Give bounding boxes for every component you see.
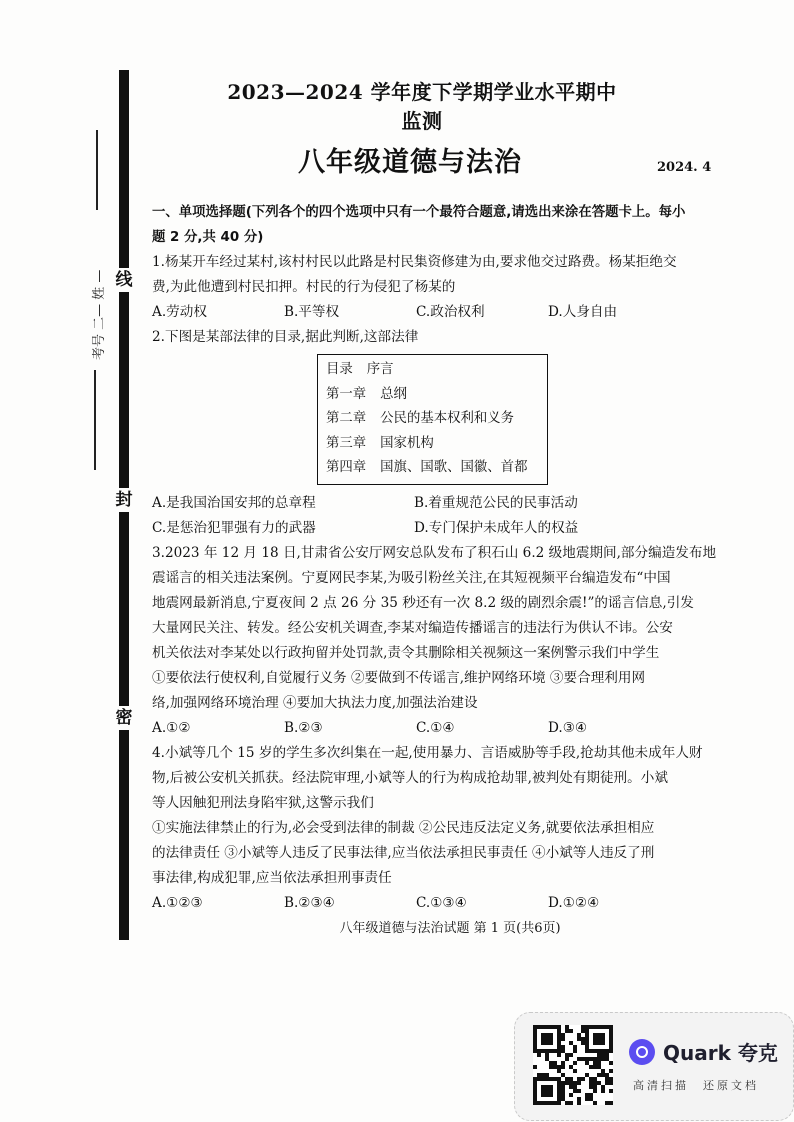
page-footer: 八年级道德与法治试题 第 1 页(共6页) (339, 921, 561, 936)
question-text: 3.2023 年 12 月 18 日,甘肃省公安厅网安总队发布了积石山 6.2 级地震期间,部分编造发布地 (152, 544, 717, 561)
option-c: C.政治权利 (416, 304, 485, 320)
seal-char-line: 线 (112, 268, 136, 292)
question-text: 4.小斌等几个 15 岁的学生多次纠集在一起,使用暴力、言语威胁等手段,抢劫其他未成年人财 (152, 744, 703, 761)
question-text: 等人因触犯刑法身陷牢狱,这警示我们 (152, 794, 374, 811)
seal-char-seal: 封 (112, 488, 136, 512)
question-text: 震谣言的相关违法案例。宁夏网民李某,为吸引粉丝关注,在其短视频平台编造发布“中国 (152, 569, 671, 586)
option-a: A.①②③ (152, 894, 203, 911)
options (152, 516, 724, 541)
option-b: B.着重规范公民的民事活动 (414, 494, 578, 511)
section-heading: 一、单项选择题(下列各个的四个选项中只有一个最符合题意,请选出来涂在答题卡上。每小 (152, 205, 686, 220)
option-c: C.是惩治犯罪强有力的武器 (152, 519, 316, 536)
question-content (152, 200, 724, 916)
law-table-of-contents (317, 354, 548, 485)
quark-brand: Quark 夸克 (663, 1041, 778, 1065)
question-2 (152, 325, 724, 541)
option-c: C.①④ (416, 719, 455, 736)
seal-char-secret: 密 (112, 706, 136, 730)
question-text: 大量网民关注、转发。经公安机关调查,李某对编造传播谣言的违法行为供认不讳。公安 (152, 619, 673, 636)
quark-logo (629, 1037, 778, 1066)
question-text: ①要依法行使权利,自觉履行义务 ②要做到不传谣言,维护网络环境 ③要合理利用网 (152, 669, 646, 686)
question-text: 费,为此他遭到村民扣押。村民的行为侵犯了杨某的 (152, 279, 456, 295)
exam-title: 2023—2024 学年度下学期学业水平期中监测 (227, 80, 617, 133)
option-d: D.专门保护未成年人的权益 (414, 519, 579, 536)
margin-blank-line (96, 130, 98, 210)
question-text: ①实施法律禁止的行为,必会受到法律的制裁 ②公民违反法定义务,就要依法承担相应 (152, 819, 655, 836)
question-3 (152, 541, 724, 741)
quark-watermark[interactable] (514, 1012, 794, 1121)
option-d: D.人身自由 (548, 304, 618, 320)
question-4 (152, 741, 724, 916)
toc-row: 第四章 国旗、国歌、国徽、首都 (326, 460, 528, 475)
question-text: 事法律,构成犯罪,应当依法承担刑事责任 (152, 869, 392, 886)
question-text: 的法律责任 ③小斌等人违反了民事法律,应当依法承担民事责任 ④小斌等人违反了刑 (152, 844, 655, 861)
question-1 (152, 250, 724, 325)
option-b: B.②③ (284, 719, 323, 736)
quark-tagline: 高清扫描 还原文档 (633, 1079, 759, 1092)
question-text: 络,加强网络环境治理 ④要加大执法力度,加强法治建设 (152, 694, 478, 711)
option-b: B.②③④ (284, 894, 335, 911)
option-a: A.是我国治国安邦的总章程 (152, 494, 316, 511)
option-a: A.劳动权 (152, 304, 207, 320)
quark-q-icon (629, 1039, 655, 1065)
question-text: 机关依法对李某处以行政拘留并处罚款,责令其删除相关视频这一案例警示我们中学生 (152, 644, 660, 661)
question-text: 物,后被公安机关抓获。经法院审理,小斌等人的行为构成抢劫罪,被判处有期徒刑。小斌 (152, 769, 668, 786)
toc-row: 第三章 国家机构 (326, 435, 434, 451)
question-text: 地震网最新消息,宁夏夜间 2 点 26 分 35 秒还有一次 8.2 级的剧烈余震!”的谣言信息,引发 (152, 594, 694, 611)
margin-handwriting: 考号 二— 姓 — (92, 269, 107, 360)
option-b: B.平等权 (284, 304, 340, 320)
toc-row: 第二章 公民的基本权利和义务 (326, 411, 515, 426)
option-c: C.①③④ (416, 894, 467, 911)
margin-blank-line (94, 370, 96, 470)
options (152, 491, 724, 516)
options (152, 891, 724, 916)
question-text: 1.杨某开车经过某村,该村村民以此路是村民集资修建为由,要求他交过路费。杨某拒绝交 (152, 254, 677, 270)
options (152, 300, 724, 325)
toc-row: 目录 序言 (326, 362, 394, 377)
exam-date: 2024. 4 (657, 160, 712, 175)
option-a: A.①② (152, 719, 191, 736)
subject-title: 八年级道德与法治 (298, 147, 522, 178)
section-heading: 题 2 分,共 40 分) (152, 230, 264, 245)
toc-row: 第一章 总纲 (326, 386, 407, 402)
qr-code-icon[interactable] (533, 1025, 613, 1105)
question-text: 2.下图是某部法律的目录,据此判断,这部法律 (152, 329, 419, 345)
option-d: D.③④ (548, 719, 588, 736)
option-d: D.①②④ (548, 894, 600, 911)
options (152, 716, 724, 741)
